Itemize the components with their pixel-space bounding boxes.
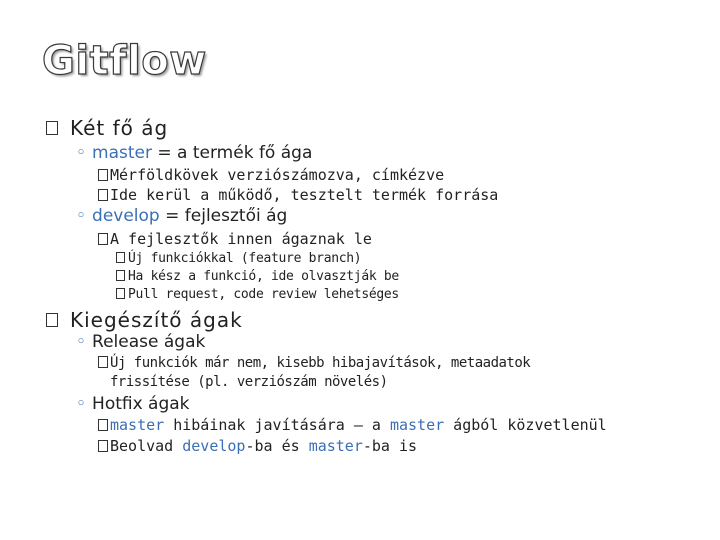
- master-label: master: [110, 416, 165, 434]
- release-text: Release ágak: [92, 332, 206, 352]
- bullet-develop: [76, 206, 287, 226]
- square-bullet-icon: [98, 419, 108, 431]
- bullet-supporting-branches: [46, 308, 243, 332]
- bullet-develop-sub1a: [116, 251, 361, 266]
- bullet-master-sub2: [98, 186, 498, 204]
- bullet-text: -ba és: [245, 437, 309, 455]
- square-bullet-icon: [46, 121, 58, 135]
- square-bullet-icon: [116, 270, 125, 281]
- bullet-text: Ha kész a funkció, ide olvasztják be: [128, 269, 399, 284]
- bullet-release-sub1: [98, 355, 530, 371]
- bullet-master: [76, 143, 312, 163]
- slide-title: Gitflow: [42, 38, 207, 84]
- bullet-text: Pull request, code review lehetséges: [128, 287, 399, 302]
- bullet-text: -ba is: [362, 437, 418, 455]
- develop-label: develop: [92, 206, 160, 226]
- bullet-hotfix: [76, 394, 190, 414]
- hotfix-text: Hotfix ágak: [92, 394, 190, 414]
- develop-label: develop: [182, 437, 246, 455]
- master-label: master: [92, 143, 152, 163]
- bullet-text: Beolvad: [110, 437, 183, 455]
- bullet-release: [76, 332, 205, 352]
- master-label: master: [389, 416, 445, 434]
- circle-bullet-icon: ◦: [76, 394, 87, 414]
- bullet-master-sub1: [98, 166, 444, 184]
- bullet-text: Mérföldkövek verziószámozva, címkézve: [110, 166, 445, 184]
- bullet-text: Két fő ág: [70, 116, 169, 140]
- square-bullet-icon: [116, 252, 125, 263]
- master-text: = a termék fő ága: [151, 143, 313, 163]
- circle-bullet-icon: ◦: [76, 206, 87, 226]
- square-bullet-icon: [46, 313, 58, 327]
- circle-bullet-icon: ◦: [76, 332, 87, 352]
- circle-bullet-icon: ◦: [76, 143, 87, 163]
- master-label: master: [308, 437, 363, 455]
- bullet-text: Ide kerül a működő, tesztelt termék forrása: [110, 186, 499, 204]
- square-bullet-icon: [98, 169, 108, 181]
- bullet-text: frissítése (pl. verziószám növelés): [110, 374, 388, 390]
- bullet-text: Új funkciókkal (feature branch): [128, 251, 362, 266]
- bullet-hotfix-sub1: [98, 416, 607, 434]
- develop-text: = fejlesztői ág: [159, 206, 288, 226]
- bullet-text: Új funkciók már nem, kisebb hibajavítások, metaadatok: [110, 355, 531, 371]
- square-bullet-icon: [98, 189, 108, 201]
- square-bullet-icon: [98, 440, 108, 452]
- bullet-release-sub1-cont: [110, 374, 388, 390]
- square-bullet-icon: [116, 288, 125, 299]
- bullet-main-branches: [46, 116, 168, 140]
- bullet-text: ágból közvetlenül: [444, 416, 607, 434]
- bullet-develop-sub1b: [116, 269, 399, 284]
- bullet-develop-sub1c: [116, 287, 399, 302]
- square-bullet-icon: [98, 233, 108, 245]
- square-bullet-icon: [98, 356, 108, 368]
- bullet-develop-sub1: [98, 230, 372, 248]
- bullet-text: Kiegészítő ágak: [70, 308, 243, 332]
- bullet-hotfix-sub2: [98, 437, 417, 455]
- bullet-text: A fejlesztők innen ágaznak le: [110, 230, 372, 248]
- bullet-text: hibáinak javítására – a: [164, 416, 390, 434]
